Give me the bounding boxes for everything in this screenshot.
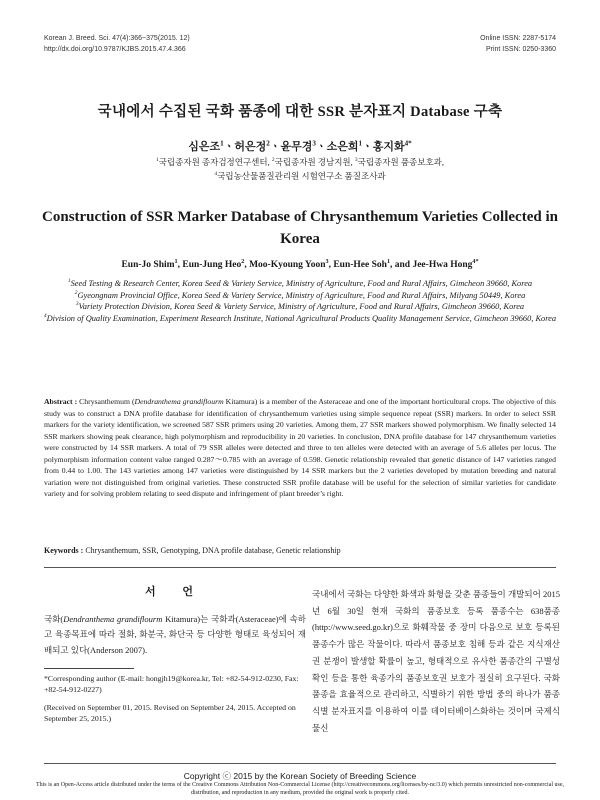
affiliation-text: Seed Testing & Research Center, Korea Seed & Variety Service, Ministry of Agriculture, Food and Rural Affairs, Gimcheon 39660, Korea [70, 279, 533, 288]
korean-authors [0, 138, 600, 154]
intro-column-left [44, 612, 306, 658]
author-name: 허은정 [234, 141, 267, 153]
affiliation-marker: 1 [358, 139, 363, 148]
author-name: 윤무경 [280, 141, 313, 153]
author-name: 소은희 [326, 141, 359, 153]
english-affiliations [40, 278, 560, 324]
abstract-label: Abstract : [44, 397, 78, 406]
author-separator: ㆍ [362, 141, 373, 153]
affiliation-marker: 2 [74, 289, 78, 296]
affiliation-marker: 4 [43, 312, 47, 319]
affiliation-marker: 2 [241, 258, 245, 265]
affiliation-marker: 4* [404, 139, 412, 148]
license-notice: This is an Open-Access article distributed under the terms of the Creative Commons Attribution Non-Commercial License (http://creativecommons.org/licenses/by-nc/3.0) which permits unrestricted non-commercial use, distribution, and reproduction in any medium, provided the original work is properly cited. [35, 782, 565, 796]
author-separator: , [244, 260, 250, 270]
abstract-text: Kitamura) is a member of the Asteraceae and one of the important horticultural crops. The objective of this study was to construct a DNA profile database for identification of chrysanthemum varieties using simple sequence repeat (SSR) markers. In order to select SSR markers for the variety identification, we screened 587 SSR primers using 20 varieties. Among them, 27 SSR markers showed polymorphism. We finally selected 14 SSR markers showing peak clearance, high polymorphism and reproducibility in 20 varieties. In conclusion, DNA profile database for 147 chrysanthemum varieties were constructed by 14 SSR markers. A total of 79 SSR alleles were detected and three to ten alleles were detected with an average of 5.6 alleles per locus. The polymorphism information content value ranged 0.287～0.785 with an average of 0.598. Genetic relationship revealed that genetic distance of 147 varieties ranged from 0.44 to 1.00. The 143 varieties among 147 varieties were distinguished by 14 SSR markers but the 2 varieties developed by mutation breeding and natural variation were not distinguished from original varieties. These constructed SSR profile database will be useful for the selection of similar varieties for candidate variety and for solving problem relating to seed dispute and infringement of plant breeder’s right. [44, 397, 556, 498]
intro-text: Kitamura)는 국화과(Asteraceae)에 속하고 육종목표에 따라 절화, 화분국, 화단국 등 다양한 형태로 육성되어 재배되고 있다(Anderson 2007). [44, 614, 306, 655]
affiliation-item [40, 313, 560, 325]
author-separator: , [328, 260, 334, 270]
keywords-text: Chrysanthemum, SSR, Genotyping, DNA profile database, Genetic relationship [83, 546, 341, 555]
affiliation-text: Variety Protection Division, Korea Seed & Variety Service, Ministry of Agriculture, Food and Rural Affairs, Gimcheon 39660, Korea [78, 302, 525, 311]
affiliation-text: 국립종자원 품종보호과, [357, 157, 445, 167]
affiliation-text: Division of Quality Examination, Experiment Research Institute, National Agricultural Products Quality Management Service, Gimcheon 39660, Korea [46, 313, 557, 323]
affiliation-marker: 3 [325, 258, 329, 265]
keywords [44, 546, 341, 555]
author-separator: , and [390, 260, 413, 270]
author-separator: ㆍ [269, 141, 281, 153]
online-issn: Online ISSN: 2287-5174 [480, 35, 556, 42]
corresponding-author-note: *Corresponding author (E-mail: hongjh19@korea.kr, Tel: +82-54-912-0230, Fax: +82-54-912-0227) [44, 674, 299, 694]
footnote-divider [44, 668, 134, 669]
abstract [44, 396, 556, 500]
author-name: Moo-Kyoung Yoon [249, 260, 326, 270]
abstract-text: Chrysanthemum ( [77, 397, 135, 406]
english-authors [0, 260, 600, 270]
korean-title: 국내에서 수집된 국화 품종에 대한 SSR 분자표지 Database 구축 [97, 104, 503, 120]
author-name: 심은조 [188, 141, 221, 153]
author-separator: ㆍ [315, 141, 327, 153]
affiliation-marker: 4 [214, 171, 218, 178]
english-title: Construction of SSR Marker Database of Chrysanthemum Varieties Collected in Korea [42, 209, 558, 247]
species-name: Dendranthema grandiflourm [63, 614, 163, 624]
affiliation-marker: 3 [312, 139, 316, 148]
affiliation-item [40, 290, 560, 302]
affiliation-marker: 2 [266, 139, 270, 148]
affiliation-marker: 1 [155, 157, 159, 164]
affiliation-item [40, 301, 560, 313]
affiliation-item [40, 278, 560, 290]
section-divider [44, 567, 556, 568]
author-separator: , [177, 260, 183, 270]
copyright-notice: Copyright ⓒ 2015 by the Korean Society of Breeding Science [183, 771, 417, 781]
author-name: 홍지화 [372, 141, 405, 153]
keywords-label: Keywords : [44, 546, 84, 555]
print-issn: Print ISSN: 0250-3360 [485, 46, 556, 53]
journal-citation: Korean J. Breed. Sci. 47(4):366~375(2015. 12) [44, 35, 190, 42]
korean-affiliations-line1 [0, 156, 600, 168]
affiliation-marker: 2 [271, 157, 275, 164]
author-name: Jee-Hwa Hong [412, 260, 473, 270]
affiliation-text: Gyeongnam Provincial Office, Korea Seed & Variety Service, Ministry of Agriculture, Food and Rural Affairs, Milyang 50449, Korea [77, 290, 526, 300]
affiliation-marker: 4* [472, 258, 479, 265]
affiliation-marker: 1 [220, 139, 224, 148]
doi-link[interactable]: http://dx.doi.org/10.9787/KJBS.2015.47.4.366 [44, 46, 186, 53]
author-name: Eun-Hee Soh [333, 260, 387, 270]
affiliation-marker: 1 [174, 258, 178, 265]
received-dates-note: (Received on September 01, 2015. Revised on September 24, 2015. Accepted on September 25, 2015.) [44, 703, 296, 723]
affiliation-text: 국립종자원 종자검정연구센터, [158, 157, 272, 167]
affiliation-marker: 1 [386, 258, 391, 265]
section-heading-intro: 서 언 [144, 586, 205, 598]
author-name: Eun-Jo Shim [121, 260, 175, 270]
affiliation-text: 국립농산물품질관리원 시험연구소 품질조사과 [217, 171, 386, 181]
author-separator: ㆍ [223, 141, 235, 153]
intro-text: 국화( [44, 614, 64, 624]
affiliation-marker: 3 [75, 301, 79, 308]
affiliation-text: 국립종자원 경남지원, [274, 157, 355, 167]
korean-affiliations-line2 [0, 170, 600, 182]
affiliation-marker: 3 [354, 157, 358, 164]
footer-divider [44, 763, 556, 764]
author-name: Eun-Jung Heo [182, 260, 242, 270]
affiliation-marker: 1 [67, 278, 71, 285]
species-name: Dendranthema grandiflourm [134, 397, 224, 406]
intro-column-right: 국내에서 국화는 다양한 화색과 화형을 갖춘 품종들이 개발되어 2015년 6월 30일 현재 국화의 품종보호 등록 품종수는 638품종(http://www.seed.go.kr)으로 화훼작물 중 장미 다음으로 보호 등록된 품종수가 많은 작물이다. 따라서 품종보호 침해 등과 같은 지식재산권 분쟁이 발생할 확률이 높고, 형태적으로 유사한 품종간의 구별성 확인 등을 통한 육종가의 품종보호권 보호가 절실히 요구된다. 국화 품종을 효율적으로 관리하고, 식별하기 위한 방법 중의 하나가 품종식별 분자표지를 이용하여 이를 데이터베이스화하는 것이며 국제식물신 [312, 589, 560, 733]
